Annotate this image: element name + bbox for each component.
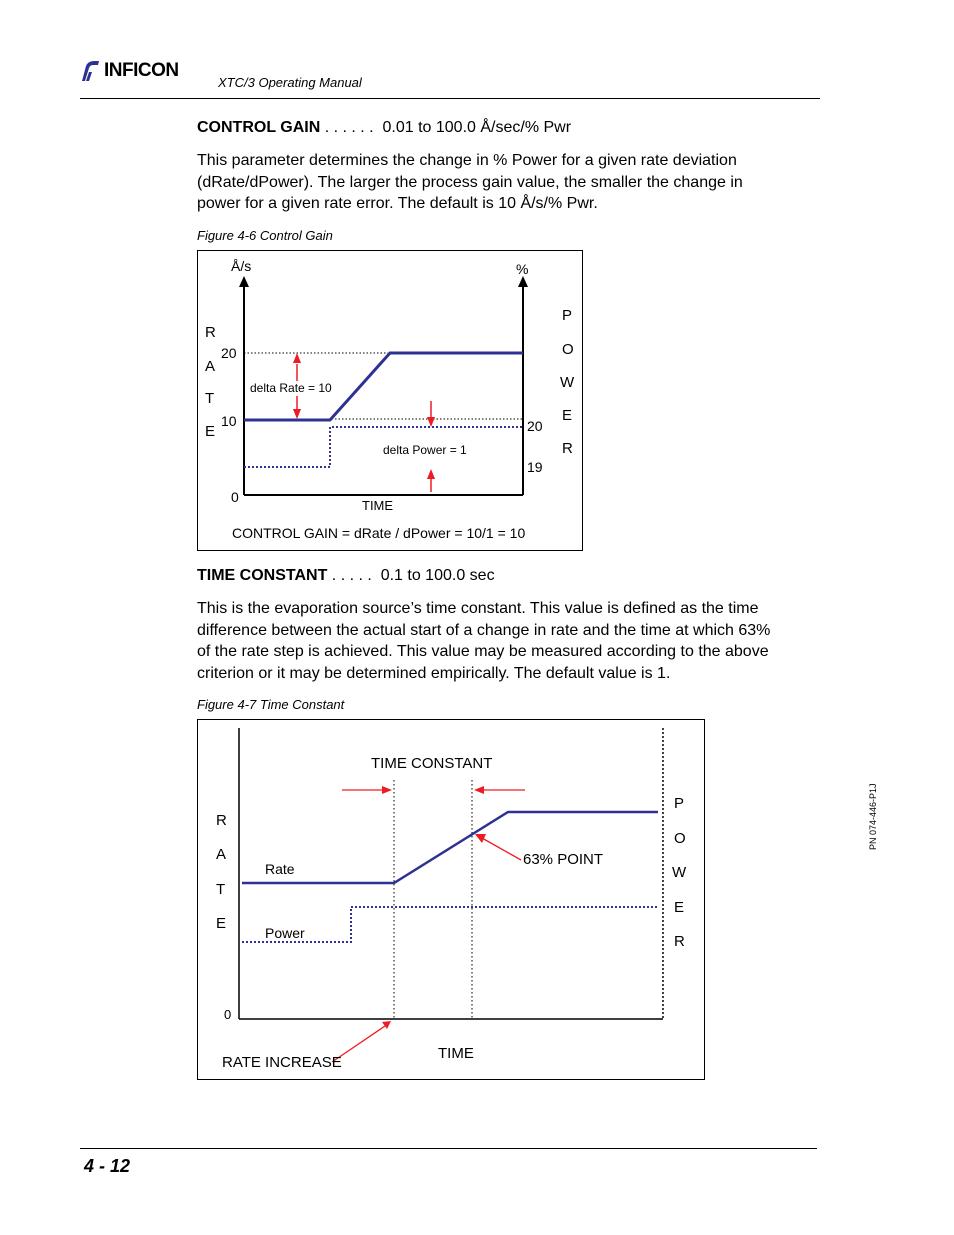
- time-constant-figure: [197, 719, 705, 1080]
- delta-power-arrowhead-down: [427, 417, 435, 427]
- control-gain-diagram: [198, 251, 582, 550]
- delta-rate-arrowhead-up: [293, 353, 301, 363]
- text-line: (dRate/dPower). The larger the process gain value, the smaller the change in: [197, 173, 743, 191]
- text-line: of the rate step is achieved. This value may be measured according to the above: [197, 643, 769, 661]
- rate-line: [242, 812, 658, 883]
- rate-increase-label: RATE INCREASE: [222, 1054, 342, 1071]
- control-gain-description: [197, 150, 817, 215]
- power-letter: O: [674, 830, 686, 847]
- rate-letter: T: [216, 881, 226, 898]
- point-label: 63% POINT: [523, 851, 604, 868]
- right-tick-19: 19: [527, 459, 543, 475]
- right-axis-arrow: [518, 276, 528, 287]
- time-axis-label: TIME: [438, 1045, 474, 1062]
- rate-letter: E: [216, 915, 227, 932]
- figure-4-6-caption: Figure 4-6 Control Gain: [197, 228, 333, 243]
- rate-letter: R: [205, 324, 216, 341]
- power-letter: W: [560, 374, 575, 391]
- header-rule: [80, 98, 820, 99]
- param-dots: . . . . . .: [320, 119, 383, 136]
- param-name: TIME CONSTANT: [197, 567, 328, 584]
- delta-power-arrowhead-up: [427, 469, 435, 479]
- brand-name: INFICON: [104, 60, 179, 81]
- time-constant-arrowhead-right: [474, 786, 484, 794]
- rate-letter: E: [205, 423, 216, 440]
- inficon-logo-icon: [80, 60, 100, 82]
- part-number: PN 074-446-P1J: [868, 783, 878, 850]
- power-letter: E: [674, 899, 685, 916]
- param-range: 0.01 to 100.0 Å/sec/% Pwr: [382, 119, 572, 136]
- text-line: difference between the actual start of a change in rate and the time at which 63%: [197, 621, 771, 639]
- rate-letter: T: [205, 390, 215, 407]
- time-constant-diagram: [198, 720, 704, 1079]
- point-arrowhead: [475, 834, 486, 843]
- inficon-logo: [80, 58, 179, 84]
- delta-rate-label: delta Rate = 10: [250, 381, 332, 395]
- param-name: CONTROL GAIN: [197, 119, 321, 136]
- manual-title: XTC/3 Operating Manual: [218, 75, 362, 90]
- rate-letter: A: [216, 846, 227, 863]
- text-line: This is the evaporation source’s time constant. This value is defined as the time: [197, 600, 759, 617]
- tick-20: 20: [221, 345, 237, 361]
- delta-power-label: delta Power = 1: [383, 443, 467, 457]
- power-letter: W: [672, 864, 687, 881]
- time-constant-heading: [197, 567, 495, 585]
- param-range: 0.1 to 100.0 sec: [380, 567, 495, 584]
- text-line: criterion or it may be determined empirically. The default value is 1.: [197, 665, 671, 683]
- right-tick-20: 20: [527, 418, 543, 434]
- time-constant-description: [197, 598, 817, 685]
- tick-10: 10: [221, 413, 237, 429]
- text-line: This parameter determines the change in % Power for a given rate deviation: [197, 152, 737, 169]
- power-label: Power: [265, 925, 305, 941]
- param-dots: . . . . .: [327, 567, 381, 584]
- rate-letter: R: [216, 812, 227, 829]
- zero-label: 0: [224, 1007, 232, 1022]
- y-unit-label: Å/s: [231, 258, 252, 274]
- figure-4-7-caption: Figure 4-7 Time Constant: [197, 697, 345, 712]
- power-letter: P: [562, 307, 573, 324]
- power-letter: P: [674, 795, 685, 812]
- control-gain-heading: [197, 119, 571, 137]
- power-letter: E: [562, 407, 573, 424]
- time-axis-label: TIME: [362, 498, 394, 513]
- power-letter: O: [562, 341, 574, 358]
- control-gain-figure: [197, 250, 583, 551]
- power-letter: R: [562, 440, 573, 457]
- time-constant-arrowhead-left: [382, 786, 392, 794]
- text-line: power for a given rate error. The default is 10 Å/s/% Pwr.: [197, 195, 598, 213]
- rate-label: Rate: [265, 861, 295, 877]
- time-constant-label: TIME CONSTANT: [371, 755, 493, 772]
- left-axis-arrow: [239, 276, 249, 287]
- tick-0: 0: [231, 489, 239, 505]
- footer-rule: [80, 1148, 817, 1149]
- rate-letter: A: [205, 358, 216, 375]
- power-letter: R: [674, 933, 685, 950]
- delta-rate-arrowhead-down: [293, 409, 301, 419]
- point-arrow: [482, 838, 521, 860]
- right-unit-label: %: [516, 261, 529, 277]
- control-gain-formula: CONTROL GAIN = dRate / dPower = 10/1 = 10: [232, 525, 526, 541]
- page-number: 4 - 12: [84, 1156, 131, 1176]
